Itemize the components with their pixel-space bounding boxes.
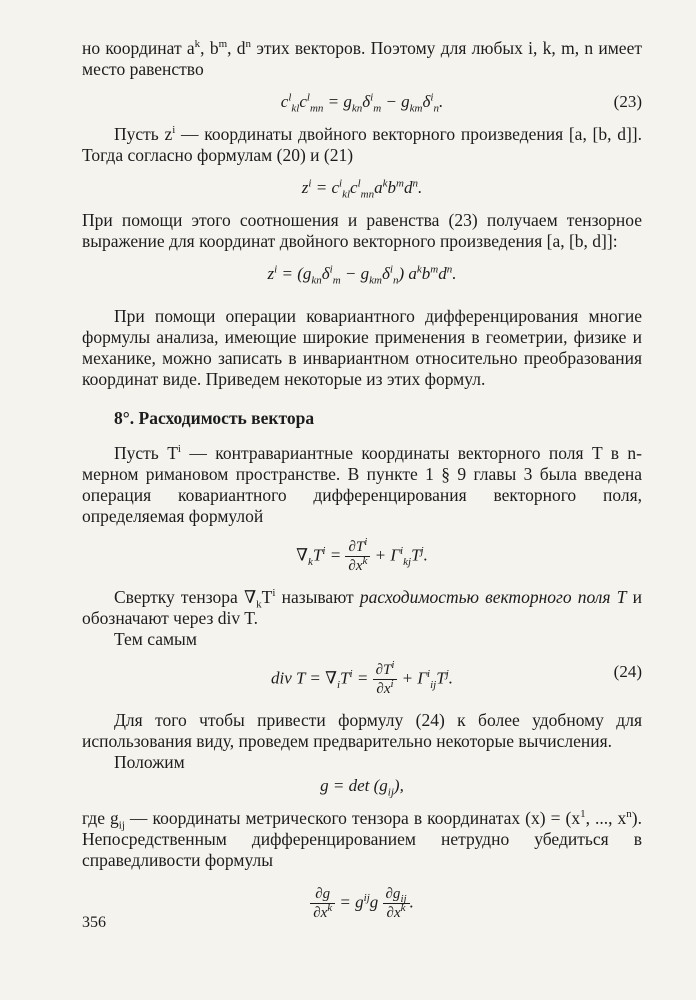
paragraph-10: где $g_{ij}$ — координаты метрического тензора в координатах $(x) = (x^1$, ..., $x^n$). Непосредственным дифференцированием нетрудно убедиться в справедливости формулы bbox=[82, 808, 642, 870]
equation-det: $g = \det (g_{ij})$, bbox=[320, 776, 404, 799]
paragraph-7: Тем самым bbox=[114, 629, 197, 649]
equation-number: (24) bbox=[613, 662, 642, 681]
paragraph-2: Пусть $z^i$ — координаты двойного векторного произведения [a, [b, d]]. Тогда согласно формулам (20) и (21) bbox=[82, 124, 642, 165]
equation-z: $z^i = c^i_{kl}c^l_{mn}a^kb^md^n$. bbox=[301, 177, 423, 201]
paragraph-1: но координат $a^k$, $b^m$, $d^n$ этих векторов. Поэтому для любых i, k, m, n имеет место равенство bbox=[82, 38, 642, 79]
equation-covariant: $\nabla_kT^i$ = $\frac{\partial T^i}{\partial x^k}$ + $\Gamma^i_{kj}T^j$. bbox=[296, 536, 428, 574]
page-number: 356 bbox=[82, 914, 106, 931]
paragraph-8: Для того чтобы привести формулу (24) к более удобному для использования виду, проведем предварительно некоторые вычисления. bbox=[82, 710, 642, 751]
paragraph-6: Свертку тензора $\nabla_kT^i$ называют расходимостью векторного поля T и обозначают через div T. bbox=[82, 587, 642, 628]
paragraph-3: При помощи этого соотношения и равенства (23) получаем тензорное выражение для координат двойного векторного произведения [a, [b, d]]: bbox=[82, 210, 642, 251]
equation-z-tensor: $z^i = (g_{kn}\delta^i_m - g_{km}\delta^i_n)$ $a^kb^md^n$. bbox=[267, 263, 457, 287]
section-heading: 8°. Расходимость вектора bbox=[114, 408, 315, 428]
equation-number: (23) bbox=[613, 92, 642, 111]
page-content bbox=[82, 38, 642, 934]
paragraph-9: Положим bbox=[114, 752, 185, 772]
paragraph-4: При помощи операции ковариантного дифференцирования многие формулы анализа, имеющие широкие применения в геометрии, физике и механике, можно записать в инвариантном относительно преобразования координат виде. Приведем некоторые из этих формул. bbox=[82, 306, 642, 389]
paragraph-5: Пусть $T^i$ — контравариантные координаты векторного поля T в n-мерном римановом пространстве. В пункте 1 § 9 главы 3 была введена операция ковариантного дифференцирования векторного поля, определяемая формулой bbox=[82, 443, 642, 526]
equation-dg: $\frac{\partial g}{\partial x^k}$ = $g^{ij}g$ $\frac{\partial g_{ij}}{\partial x^k}$ . bbox=[82, 885, 642, 922]
equation-23: $c^l_{kl}c^l_{mn} = g_{kn}\delta^i_m - g_{km}\delta^i_n$. (23) bbox=[280, 91, 642, 115]
equation-24: div $T = \nabla_iT^i$ = $\frac{\partial T^i}{\partial x^i}$ + $\Gamma^i_{ij}T^j$. (24) bbox=[270, 659, 642, 697]
